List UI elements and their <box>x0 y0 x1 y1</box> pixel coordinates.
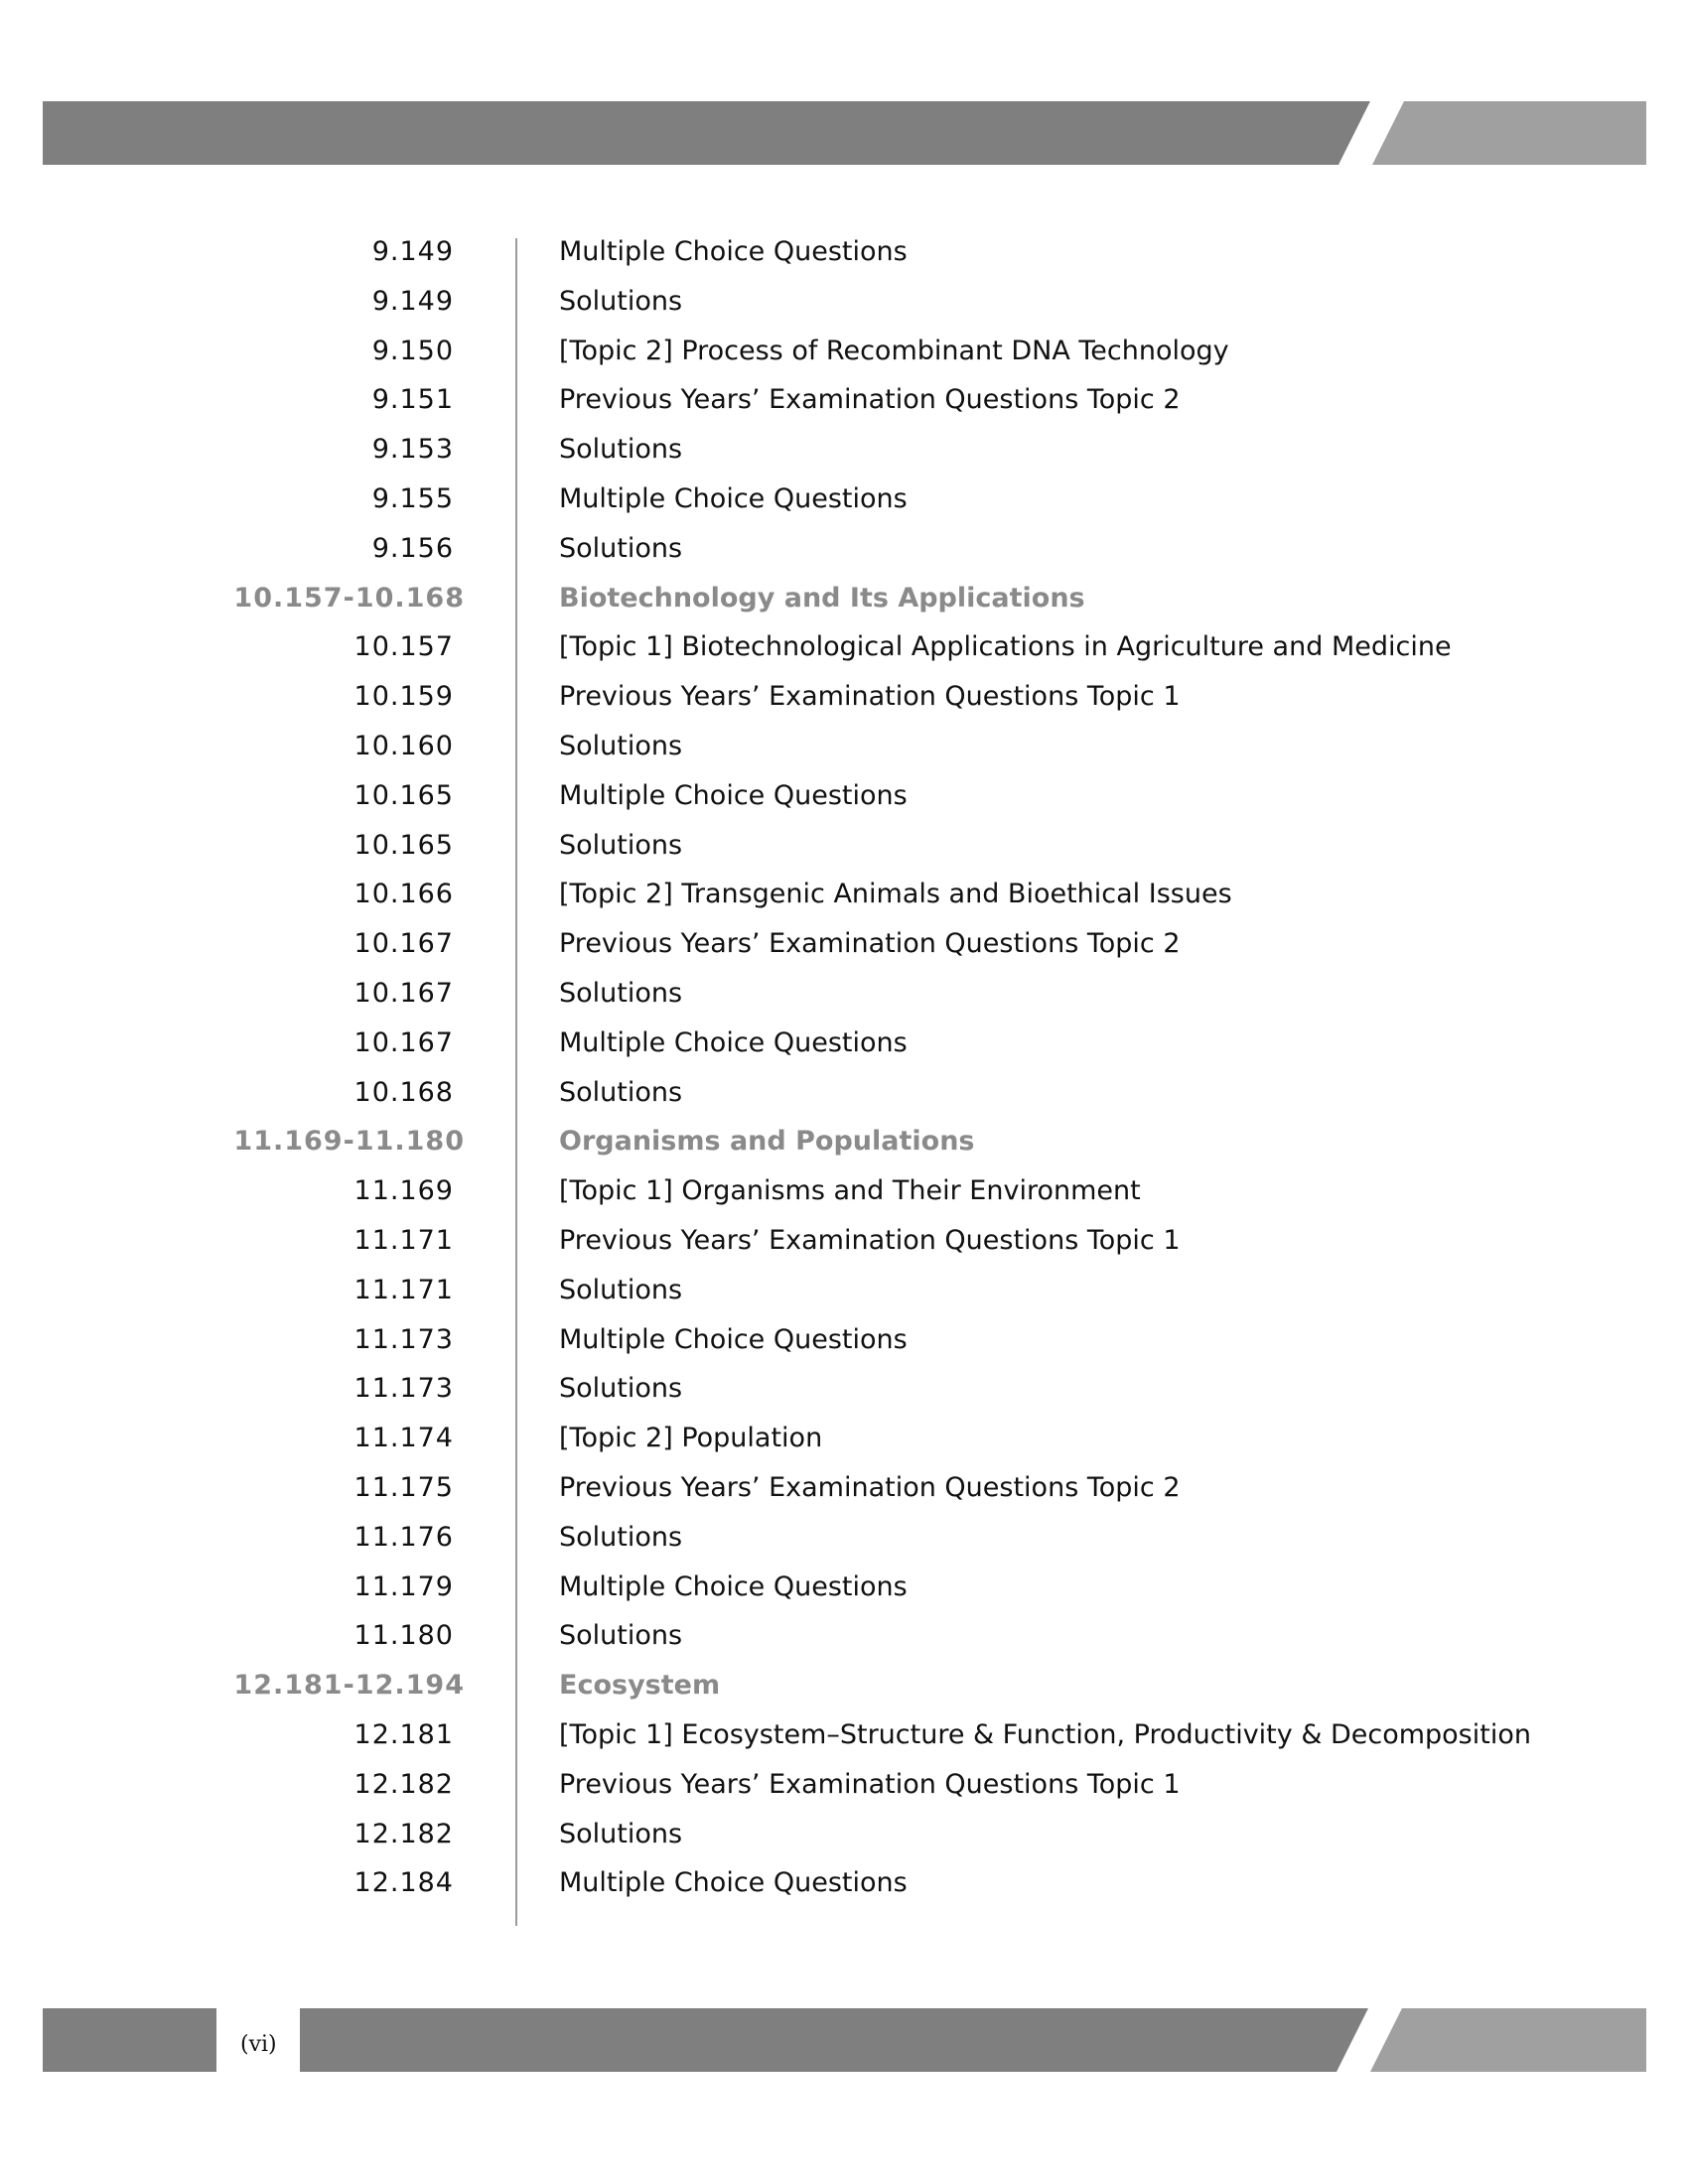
toc-row <box>0 523 1688 573</box>
toc-row <box>0 1709 1688 1759</box>
toc-chapter-title: Organisms and Populations <box>559 1126 975 1158</box>
toc-entry-title: Solutions <box>559 1818 683 1849</box>
page-folio: (vi) <box>240 2032 277 2057</box>
toc-page-number: 11.171 <box>353 1224 454 1256</box>
footer-band-dark <box>300 2008 1368 2072</box>
toc-page-number: 12.182 <box>353 1818 454 1849</box>
toc-row <box>0 869 1688 918</box>
toc-entry-title: Solutions <box>559 1620 683 1652</box>
footer-band-light <box>1370 2008 1646 2072</box>
header-band <box>0 0 1688 179</box>
toc-chapter-page-range: 12.181-12.194 <box>233 1670 465 1702</box>
toc-page-number: 9.149 <box>371 236 454 267</box>
toc-row <box>0 671 1688 721</box>
toc-entry-title: [Topic 1] Organisms and Their Environment <box>559 1175 1141 1207</box>
toc-page-number: 11.171 <box>353 1274 454 1305</box>
toc-page-number: 10.165 <box>353 829 454 861</box>
toc-entry-title: Solutions <box>559 977 683 1009</box>
toc-row <box>0 1809 1688 1858</box>
toc-entry-title: Solutions <box>559 434 683 466</box>
toc-page-number: 12.184 <box>353 1867 454 1899</box>
toc-row <box>0 1018 1688 1067</box>
toc-page-number: 9.156 <box>371 532 454 564</box>
toc-chapter-row <box>0 1660 1688 1709</box>
toc-row <box>0 918 1688 968</box>
toc-page-number: 10.157 <box>353 631 454 663</box>
toc-row <box>0 1462 1688 1512</box>
toc-row <box>0 721 1688 770</box>
toc-entry-title: Multiple Choice Questions <box>559 1867 908 1899</box>
toc-page-number: 10.167 <box>353 928 454 960</box>
toc-page-number: 9.153 <box>371 434 454 466</box>
toc-row <box>0 1363 1688 1413</box>
header-band-dark <box>43 101 1370 165</box>
toc-entry-title: Multiple Choice Questions <box>559 482 908 514</box>
toc-page-number: 11.179 <box>353 1570 454 1602</box>
toc-chapter-page-range: 10.157-10.168 <box>233 582 465 614</box>
toc-entry-title: Previous Years’ Examination Questions Topic 2 <box>559 1471 1181 1503</box>
toc-row <box>0 820 1688 870</box>
toc-entry-title: [Topic 2] Population <box>559 1423 823 1454</box>
toc-page-number: 11.180 <box>353 1620 454 1652</box>
toc-chapter-row <box>0 573 1688 622</box>
toc-chapter-title: Ecosystem <box>559 1670 721 1702</box>
toc-row <box>0 968 1688 1018</box>
toc-row <box>0 1610 1688 1660</box>
toc-entry-title: Multiple Choice Questions <box>559 779 908 811</box>
toc-page-number: 9.151 <box>371 384 454 416</box>
toc-entry-title: [Topic 2] Transgenic Animals and Bioethical Issues <box>559 879 1232 910</box>
toc-entry-title: [Topic 1] Biotechnological Applications in Agriculture and Medicine <box>559 631 1452 663</box>
toc-entry-title: Solutions <box>559 532 683 564</box>
toc-entry-title: Solutions <box>559 1373 683 1405</box>
toc-entry-title: Previous Years’ Examination Questions Topic 1 <box>559 1768 1181 1800</box>
toc-page-number: 10.167 <box>353 1026 454 1058</box>
toc-row <box>0 326 1688 375</box>
toc-page-number: 11.176 <box>353 1521 454 1553</box>
toc-entry-title: Solutions <box>559 829 683 861</box>
toc-row <box>0 1759 1688 1809</box>
toc-row <box>0 424 1688 474</box>
toc-row <box>0 1512 1688 1562</box>
toc-entry-title: Multiple Choice Questions <box>559 1323 908 1355</box>
toc-page-number: 11.173 <box>353 1323 454 1355</box>
toc-page-number: 10.165 <box>353 779 454 811</box>
toc-row <box>0 1215 1688 1265</box>
toc-entry-title: Solutions <box>559 285 683 317</box>
toc-row <box>0 1857 1688 1907</box>
footer-band-left-block <box>43 2008 216 2072</box>
toc-page-number: 10.167 <box>353 977 454 1009</box>
toc-entry-title: Solutions <box>559 730 683 761</box>
header-band-light <box>1372 101 1646 165</box>
toc-entry-title: Solutions <box>559 1274 683 1305</box>
toc-page-number: 11.169 <box>353 1175 454 1207</box>
toc-row <box>0 621 1688 671</box>
toc-row <box>0 1562 1688 1611</box>
toc-entry-title: Multiple Choice Questions <box>559 1570 908 1602</box>
toc-page-number: 9.155 <box>371 482 454 514</box>
toc-page-number: 10.168 <box>353 1076 454 1108</box>
toc-entry-title: Multiple Choice Questions <box>559 236 908 267</box>
table-of-contents <box>0 226 1688 1907</box>
toc-entry-title: Previous Years’ Examination Questions Topic 2 <box>559 928 1181 960</box>
toc-entry-title: Solutions <box>559 1076 683 1108</box>
toc-row <box>0 374 1688 424</box>
toc-row <box>0 1314 1688 1364</box>
toc-page-number: 9.149 <box>371 285 454 317</box>
toc-row <box>0 1067 1688 1117</box>
toc-page-number: 11.174 <box>353 1423 454 1454</box>
toc-entry-title: [Topic 2] Process of Recombinant DNA Technology <box>559 335 1229 366</box>
toc-chapter-page-range: 11.169-11.180 <box>233 1126 465 1158</box>
toc-entry-title: Previous Years’ Examination Questions Topic 1 <box>559 1224 1181 1256</box>
toc-row <box>0 1165 1688 1215</box>
toc-row <box>0 276 1688 326</box>
toc-chapter-row <box>0 1116 1688 1165</box>
toc-page-number: 12.181 <box>353 1718 454 1750</box>
toc-page-number: 10.159 <box>353 681 454 713</box>
toc-page-number: 12.182 <box>353 1768 454 1800</box>
toc-entry-title: Previous Years’ Examination Questions Topic 1 <box>559 681 1181 713</box>
toc-row <box>0 1413 1688 1462</box>
toc-page-number: 10.160 <box>353 730 454 761</box>
toc-entry-title: [Topic 1] Ecosystem–Structure & Function, Productivity & Decomposition <box>559 1718 1531 1750</box>
toc-row <box>0 226 1688 276</box>
toc-row <box>0 1265 1688 1314</box>
toc-page-number: 11.175 <box>353 1471 454 1503</box>
toc-chapter-title: Biotechnology and Its Applications <box>559 582 1085 614</box>
toc-entry-title: Previous Years’ Examination Questions Topic 2 <box>559 384 1181 416</box>
toc-page-number: 11.173 <box>353 1373 454 1405</box>
toc-entry-title: Solutions <box>559 1521 683 1553</box>
toc-page-number: 10.166 <box>353 879 454 910</box>
toc-entry-title: Multiple Choice Questions <box>559 1026 908 1058</box>
toc-page-number: 9.150 <box>371 335 454 366</box>
toc-row <box>0 474 1688 523</box>
toc-row <box>0 770 1688 820</box>
